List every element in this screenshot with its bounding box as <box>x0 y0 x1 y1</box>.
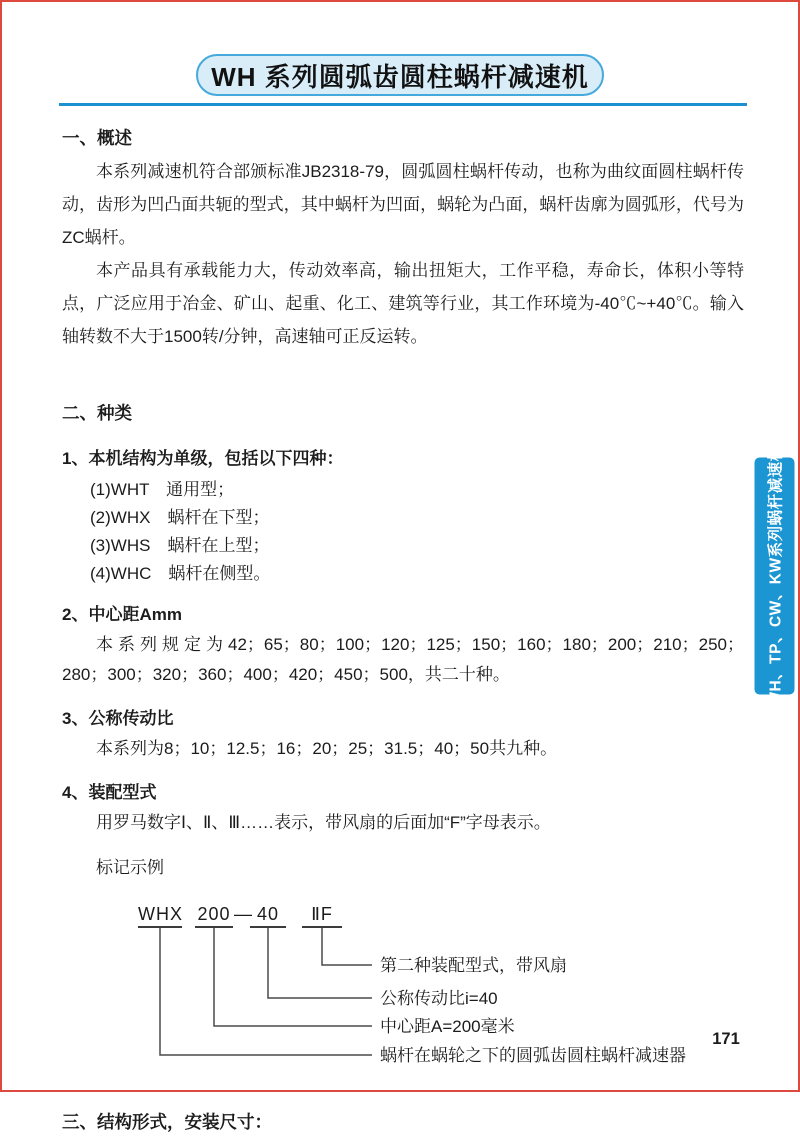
callout-label-type: 蜗杆在蜗轮之下的圆弧齿圆柱蜗杆减速器 <box>380 1046 686 1065</box>
overview-heading: 一、概述 <box>62 128 132 148</box>
type-variant-list <box>62 476 744 588</box>
list-item-whx: (2)WHX 蜗杆在下型； <box>90 508 270 527</box>
overview-paragraph-1: 本系列减速机符合部颁标准JB2318-79，圆弧圆柱蜗杆传动，也称为曲纹面圆柱蜗杆传动，齿形为凹凸面共轭的型式，其中蜗杆为凹面，蜗轮为凸面，蜗杆齿廓为圆弧形，代号为ZC蜗杆。 <box>62 162 744 247</box>
overview-paragraph-2: 本产品具有承载能力大，传动效率高，输出扭矩大，工作平稳，寿命长，体积小等特点，广泛应用于冶金、矿山、起重、化工、建筑等行业，其工作环境为-40℃~+40℃。输入轴转数不大于1500转/分钟，高速轴可正反运转。 <box>62 261 744 346</box>
code-part-2f: ⅡF <box>302 904 342 928</box>
list-item-whs: (3)WHS 蜗杆在上型； <box>90 536 270 555</box>
assembly-type-text: 用罗马数字Ⅰ、Ⅱ、Ⅲ……表示，带风扇的后面加“F”字母表示。 <box>96 813 551 832</box>
callout-label-center-distance: 中心距A=200毫米 <box>380 1017 515 1036</box>
code-part-whx: WHX <box>138 904 182 928</box>
code-part-40: 40 <box>250 904 286 928</box>
marking-example-diagram <box>62 904 744 1076</box>
types-item4-heading: 4、装配型式 <box>62 783 157 802</box>
series-side-tab[interactable] <box>755 445 795 707</box>
structure-heading: 三、结构形式，安装尺寸： <box>62 1112 272 1132</box>
code-part-200: 200 <box>195 904 233 928</box>
series-side-tab-label: WH、TP、CW、KW系列蜗杆减速机 <box>767 445 785 707</box>
code-part-dash: — <box>234 904 252 924</box>
list-item-whc: (4)WHC 蜗杆在侧型。 <box>90 564 271 583</box>
marking-example-label: 标记示例 <box>96 858 164 877</box>
types-heading: 二、种类 <box>62 403 132 423</box>
types-item3-heading: 3、公称传动比 <box>62 709 174 728</box>
page-title: WH 系列圆弧齿圆柱蜗杆减速机 <box>211 61 589 92</box>
title-divider-rule <box>59 103 747 106</box>
types-item1-heading: 1、本机结构为单级，包括以下四种： <box>62 449 344 468</box>
callout-label-assembly: 第二种装配型式，带风扇 <box>380 956 567 975</box>
callout-label-ratio: 公称传动比i=40 <box>380 989 498 1008</box>
types-item2-heading: 2、中心距Amm <box>62 605 182 624</box>
list-item-wht: (1)WHT 通用型； <box>90 480 235 499</box>
ratio-text: 本系列为8；10；12.5；16；20；25；31.5；40；50共九种。 <box>96 739 558 758</box>
center-distance-text: 本系列规定为42；65；80；100；120；125；150；160；180；200；210；250；280；300；320；360；400；420；450；500，共二十种。 <box>62 635 744 684</box>
page-title-pill <box>196 54 604 96</box>
content-column <box>62 122 744 1139</box>
page-number: 171 <box>712 1030 740 1048</box>
